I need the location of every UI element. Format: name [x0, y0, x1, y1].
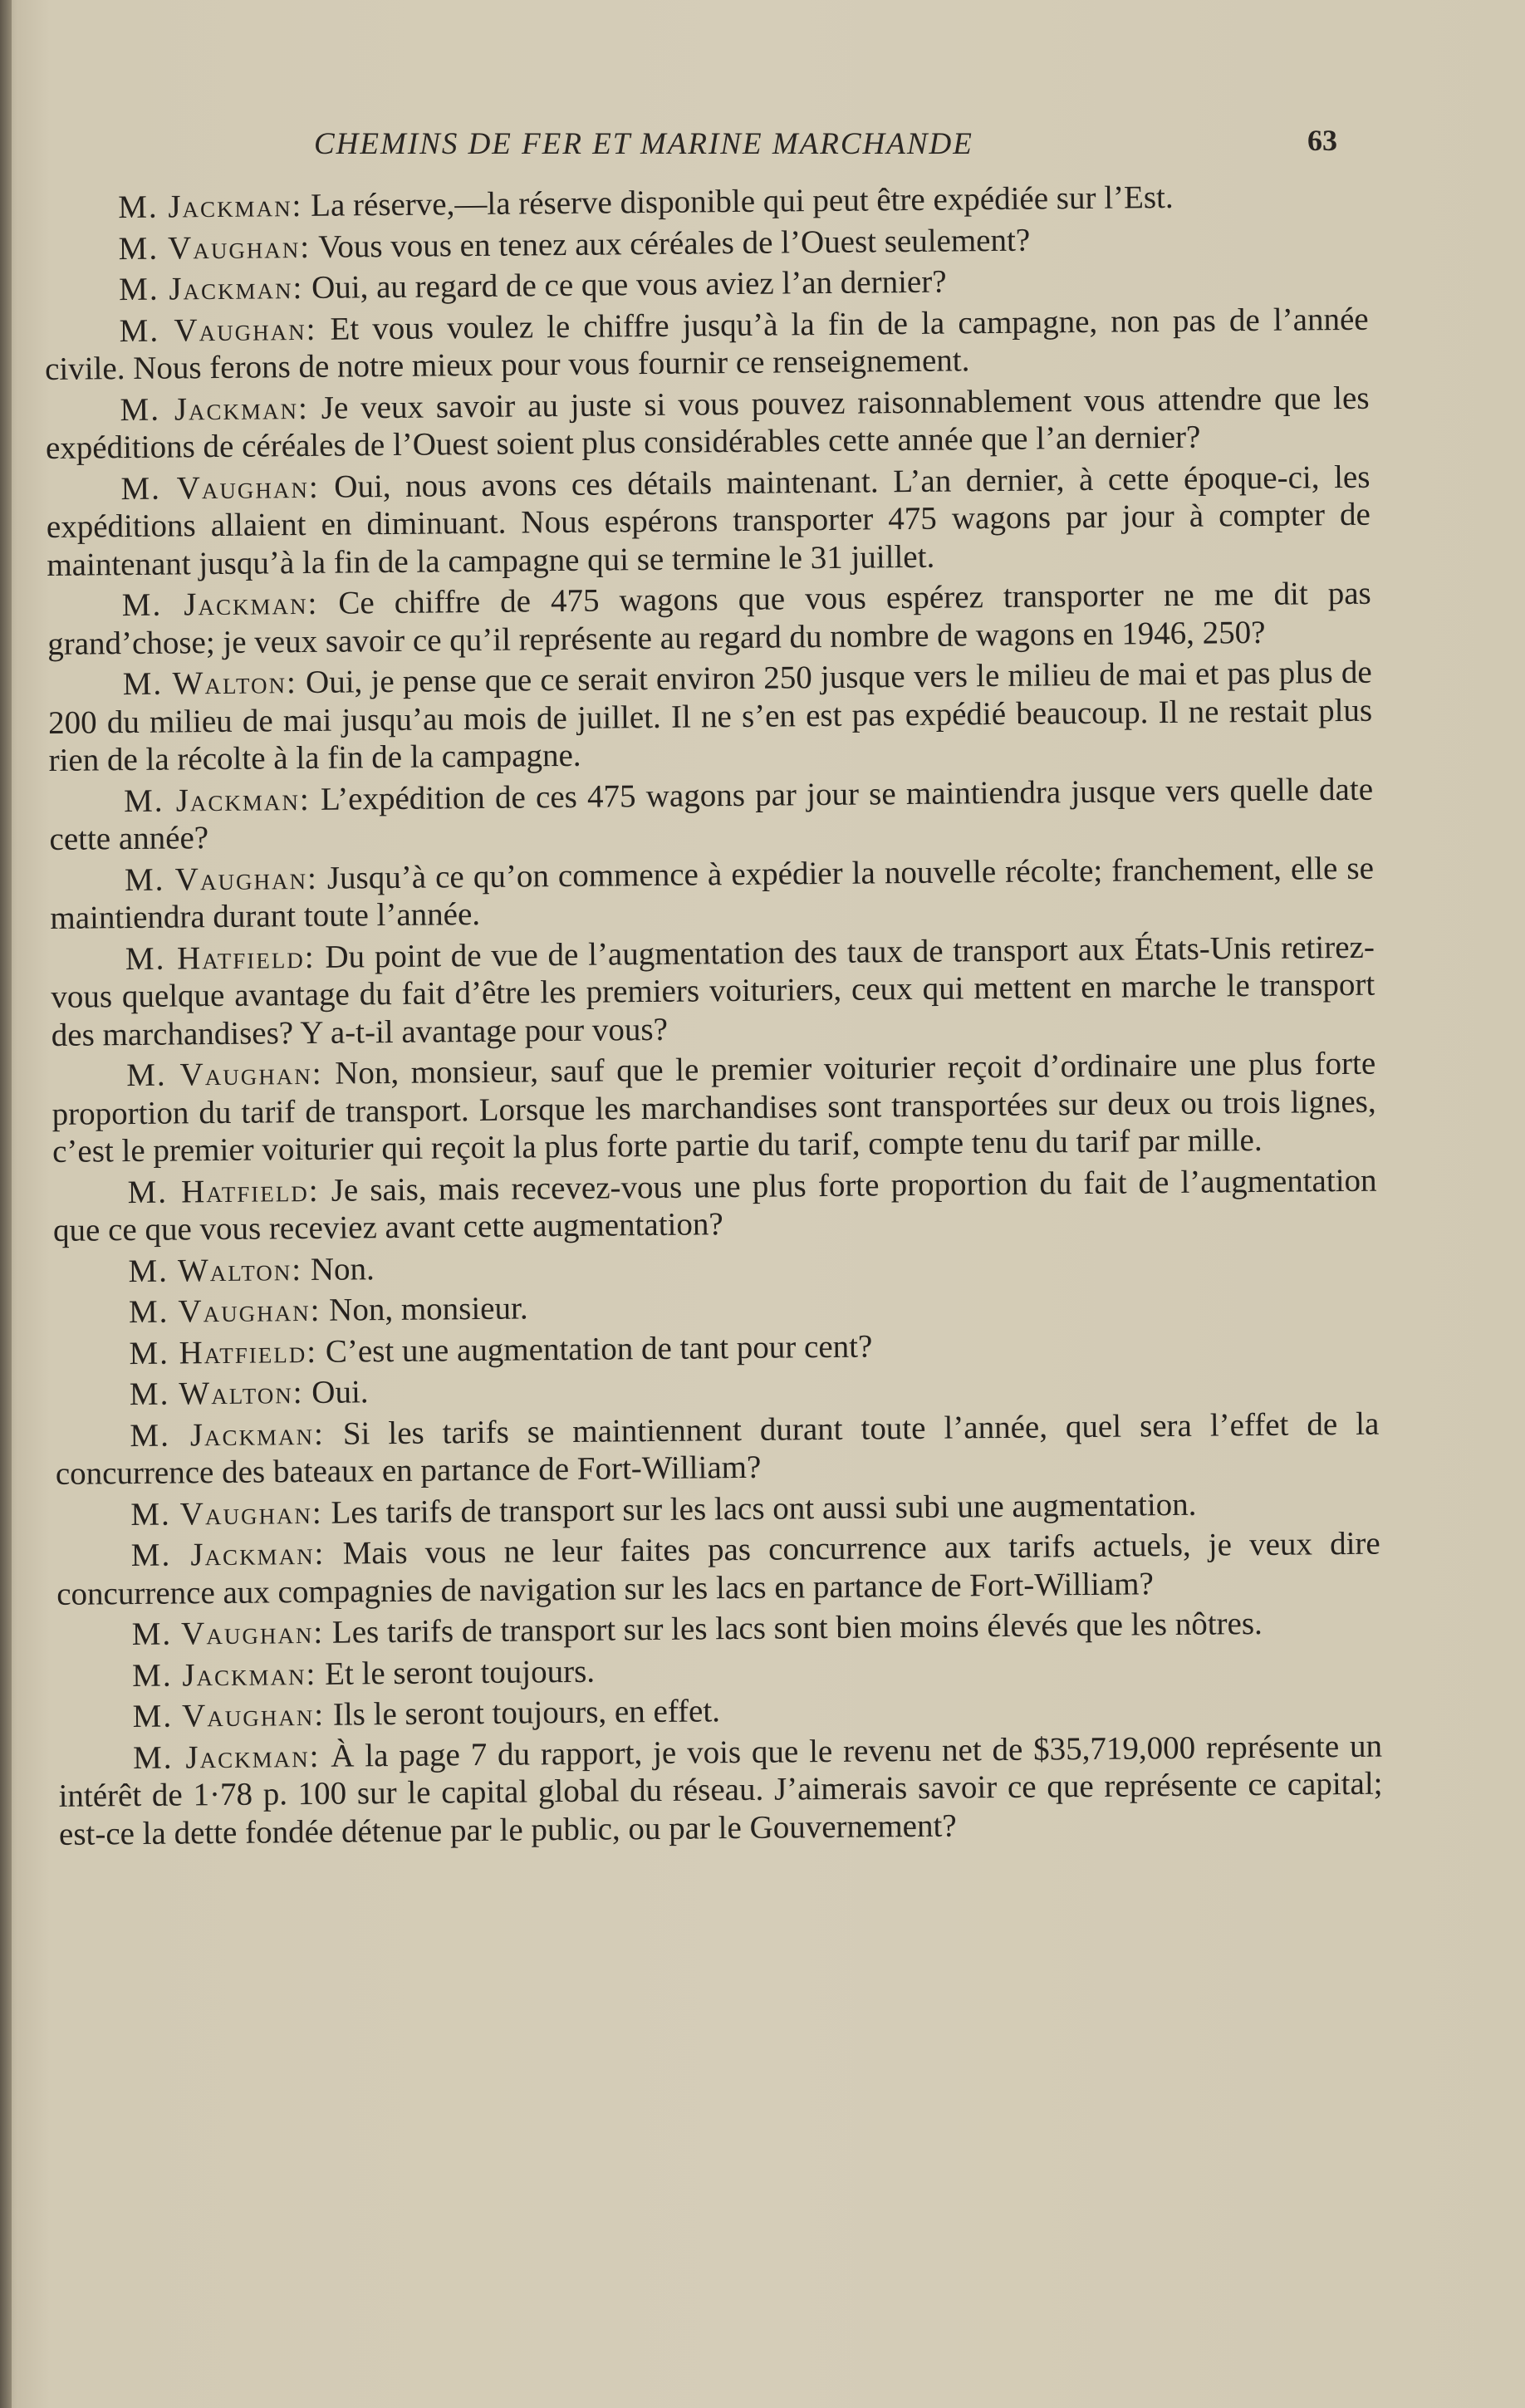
speech-text: Non, monsieur.: [321, 1290, 528, 1328]
speech-text: Ils le seront toujours, en effet.: [324, 1693, 721, 1733]
speech-text: Si les tarifs se maintiennent durant toute l’année, quel sera l’effet de la concurrence des bateaux en partance de Fort-William?: [55, 1405, 1380, 1492]
speech-text: Et vous voulez le chiffre jusqu’à la fin de la campagne, non pas de l’année civile. Nous ferons de notre mieux pour vous fournir ce renseignement.: [44, 301, 1369, 387]
speaker-name: M. Vaughan:: [130, 1494, 323, 1533]
speech-text: La réserve,—la réserve disponible qui peut être expédiée sur l’Est.: [302, 179, 1174, 224]
speech-text: Jusqu’à ce qu’on commence à expédier la nouvelle récolte; franchement, elle se maintiendra durant toute l’année.: [50, 850, 1375, 936]
speech-text: Les tarifs de transport sur les lacs sont bien moins élevés que les nôtres.: [323, 1605, 1263, 1650]
speaker-name: M. Jackman:: [130, 1415, 326, 1454]
speaker-name: M. Vaughan:: [126, 1055, 323, 1094]
speech-text: Mais vous ne leur faites pas concurrence aux tarifs actuels, je veux dire concurrence aux compagnies de navigation sur les lacs en partance de Fort-William?: [56, 1525, 1380, 1612]
speaker-name: M. Vaughan:: [120, 468, 320, 507]
speech-text: Les tarifs de transport sur les lacs ont aussi subi une augmentation.: [322, 1486, 1197, 1531]
transcript-paragraph: [58, 1727, 1383, 1853]
speaker-name: M. Jackman:: [123, 781, 311, 819]
speech-text: Oui, nous avons ces détails maintenant. L’an dernier, à cette époque-ci, les expéditions allaient en diminuant. Nous espérons transporter 475 wagons par jour à compter de maintenant jusqu’à la fin de la campagne qui se termine le 31 juillet.: [46, 459, 1371, 583]
speaker-name: M. Vaughan:: [131, 1614, 325, 1653]
transcript-paragraph: [52, 1161, 1377, 1249]
speaker-name: M. Walton:: [122, 665, 298, 703]
transcript-paragraph: [51, 1045, 1376, 1171]
speaker-name: M. Jackman:: [118, 269, 304, 308]
transcript-paragraph: [44, 300, 1369, 388]
speech-text: Vous vous en tenez aux céréales de l’Ouest seulement?: [310, 222, 1031, 265]
transcript-paragraph: [55, 1405, 1380, 1493]
speaker-name: M. Vaughan:: [118, 228, 311, 267]
speaker-name: M. Vaughan:: [128, 1292, 321, 1331]
speaker-name: M. Vaughan:: [132, 1696, 326, 1735]
speech-text: C’est une augmentation de tant pour cent?: [316, 1327, 873, 1370]
transcript-paragraph: [45, 379, 1370, 467]
running-title: CHEMINS DE FER ET MARINE MARCHANDE: [314, 127, 973, 161]
speech-text: Et le seront toujours.: [316, 1653, 596, 1692]
transcript-paragraph: [56, 1525, 1381, 1613]
transcript-paragraph: [51, 928, 1375, 1054]
speech-text: Oui, je pense que ce serait environ 250 jusque vers le milieu de mai et pas plus de 200 du milieu de mai jusqu’au mois de juillet. Il ne s’en est pas expédié beaucoup. Il ne restait plus rien de la récolte à la fin de la campagne.: [47, 654, 1373, 778]
speech-text: Non, monsieur, sauf que le premier voiturier reçoit d’ordinaire une plus forte proportion du tarif de transport. Lorsque les marchandises sont transportées sur deux ou trois lignes, c’est le premier voiturier qui reçoit la plus forte partie du tarif, compte tenu du tarif par mille.: [51, 1045, 1376, 1170]
speaker-name: M. Jackman:: [130, 1535, 326, 1574]
speech-text: Ce chiffre de 475 wagons que vous espérez transporter ne me dit pas grand’chose; je veux savoir ce qu’il représente au regard du nombre de wagons en 1946, 250?: [47, 575, 1371, 662]
transcript-paragraph: [46, 458, 1371, 584]
speech-text: Oui.: [303, 1374, 369, 1411]
speaker-name: M. Hatfield:: [129, 1333, 318, 1371]
speaker-name: M. Hatfield:: [127, 1172, 320, 1210]
speaker-name: M. Walton:: [128, 1251, 303, 1289]
speaker-name: M. Hatfield:: [125, 939, 316, 977]
speech-text: Je sais, mais recevez-vous une plus forte proportion du fait de l’augmentation que ce que vous receviez avant cette augmentation?: [52, 1162, 1377, 1248]
page-number: 63: [1307, 124, 1337, 157]
speech-text: L’expédition de ces 475 wagons par jour se maintiendra jusque vers quelle date cette année?: [49, 771, 1374, 857]
speech-text: Oui, au regard de ce que vous aviez l’an dernier?: [303, 263, 947, 306]
speaker-name: M. Jackman:: [132, 1738, 321, 1776]
speaker-name: M. Walton:: [129, 1375, 304, 1413]
speaker-name: M. Jackman:: [121, 585, 319, 624]
transcript-paragraph: [48, 654, 1373, 780]
speech-text: Je veux savoir au juste si vous pouvez raisonnablement vous attendre que les expéditions de céréales de l’Ouest soient plus considérables cette année que l’an dernier?: [45, 380, 1370, 466]
speaker-name: M. Jackman:: [131, 1655, 317, 1694]
speaker-name: M. Jackman:: [118, 188, 303, 226]
transcript-paragraph: [50, 849, 1375, 937]
speaker-name: M. Vaughan:: [119, 311, 317, 349]
transcript-paragraph: [47, 575, 1372, 663]
transcript-body: [43, 177, 1383, 1856]
speaker-name: M. Jackman:: [120, 390, 310, 428]
speech-text: Du point de vue de l’augmentation des taux de transport aux États-Unis retirez-vous quelque avantage du fait d’être les premiers voituriers, ceux qui mettent en marche le transport des marchandises? Y a-t-il avantage pour vous?: [51, 929, 1375, 1053]
speech-text: Non.: [302, 1250, 375, 1287]
speaker-name: M. Vaughan:: [124, 860, 318, 898]
speech-text: À la page 7 du rapport, je vois que le revenu net de $35,719,000 représente un intérêt de 1·78 p. 100 sur le capital global du réseau. J’aimerais savoir ce que représente ce capital; est-ce la dette fondée détenue par le public, ou par le Gouvernement?: [58, 1728, 1383, 1852]
book-spine-shadow: [0, 0, 12, 2408]
transcript-paragraph: [49, 770, 1374, 858]
